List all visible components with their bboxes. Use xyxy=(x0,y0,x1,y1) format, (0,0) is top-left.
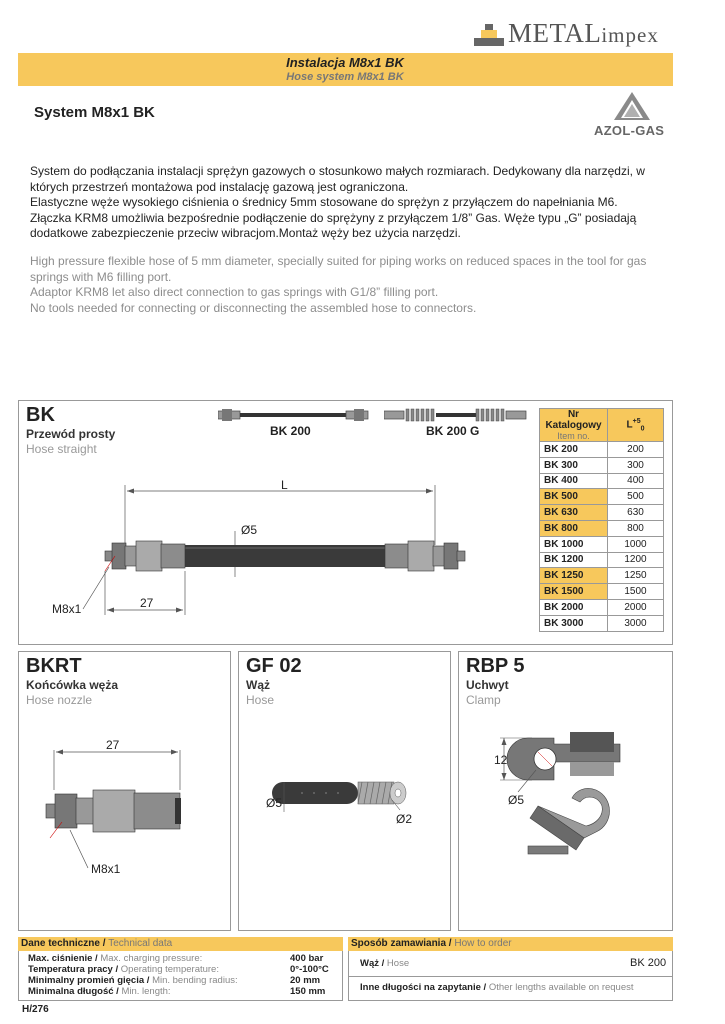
table-row xyxy=(540,599,664,615)
gf02-name-pl: Wąż xyxy=(246,678,270,692)
table-row xyxy=(540,552,664,568)
tech-value-temperature: 0°-100°C xyxy=(290,964,329,975)
bk-hose-drawing xyxy=(45,475,485,625)
page-title: Instalacja M8x1 BK xyxy=(286,55,404,70)
item-cell: BK 200 xyxy=(540,442,608,458)
length-cell: 1200 xyxy=(608,552,664,568)
rbp5-dim-d5: Ø5 xyxy=(508,793,525,807)
description-pl-line: których przestrzeń montażowa pod instalację gazową jest ograniczona. xyxy=(30,179,409,194)
azol-gas-logo-text: AZOL-GAS xyxy=(594,123,665,138)
brand-main: METAL xyxy=(508,18,602,48)
metalimpex-logo-icon xyxy=(474,24,504,46)
item-cell: BK 1000 xyxy=(540,536,608,552)
description-pl xyxy=(30,164,670,242)
how-to-order-header xyxy=(348,937,673,951)
col-item-pl: Nr Katalogowy xyxy=(545,409,602,431)
description-pl-line: dodatkowe zabezpieczenie przeciw wibracjom.Montaż węży bez użycia narzędzi. xyxy=(30,226,461,241)
length-cell: 800 xyxy=(608,520,664,536)
tech-row-bending-radius xyxy=(28,976,238,987)
description-pl-line: Elastyczne węże wysokiego ciśnienia o średnicy 5mm stosowane do sprężyn z przyłączem do napełniania M6. xyxy=(30,195,618,210)
table-row xyxy=(540,457,664,473)
gf02-name-en: Hose xyxy=(246,693,275,707)
order-divider xyxy=(348,976,673,977)
tech-title-pl: Dane techniczne / xyxy=(21,938,106,949)
order-row-hose-value: BK 200 xyxy=(630,957,667,969)
tech-label-pl: Temperatura pracy / xyxy=(28,964,119,975)
length-cell: 400 xyxy=(608,473,664,489)
table-row xyxy=(540,473,664,489)
table-row xyxy=(540,442,664,458)
bkrt-code: BKRT xyxy=(26,655,82,677)
tech-label-pl: Max. ciśnienie / xyxy=(28,953,98,964)
item-cell: BK 2000 xyxy=(540,599,608,615)
rbp5-name-en: Clamp xyxy=(466,693,501,707)
table-row xyxy=(540,489,664,505)
col-length-tol-lower: 0 xyxy=(640,425,645,433)
tech-label-pl: Minimalny promień gięcia / xyxy=(28,975,150,986)
bk-name-pl: Przewód prosty xyxy=(26,427,116,441)
bkrt-name-pl: Końcówka węża xyxy=(26,678,119,692)
tech-value-pressure: 400 bar xyxy=(290,953,324,964)
length-cell: 1500 xyxy=(608,584,664,600)
page-number: H/276 xyxy=(22,1004,49,1015)
tech-title-en: Technical data xyxy=(108,938,173,949)
table-row xyxy=(540,520,664,536)
bk200-label: BK 200 xyxy=(270,424,311,438)
table-row xyxy=(540,584,664,600)
tech-data-header xyxy=(18,937,343,951)
order-row2-en: Other lengths available on request xyxy=(488,982,634,993)
item-cell: BK 300 xyxy=(540,457,608,473)
gf02-dim-d5: Ø5 xyxy=(266,796,283,810)
system-title: System M8x1 BK xyxy=(34,104,155,121)
item-cell: BK 1250 xyxy=(540,568,608,584)
table-row xyxy=(540,615,664,631)
bk200g-label: BK 200 G xyxy=(426,424,480,438)
bk-name-en: Hose straight xyxy=(26,442,97,456)
description-pl-line: System do podłączania instalacji sprężyn gazowych o stosunkowo małych rozmiarach. Dedykowany dla narzędzi, w xyxy=(30,164,645,178)
table-row xyxy=(540,505,664,521)
bk-dim-thread: M8x1 xyxy=(52,602,82,616)
length-cell: 2000 xyxy=(608,599,664,615)
col-length-tol-upper: +5 xyxy=(632,417,641,425)
rbp5-code: RBP 5 xyxy=(466,655,525,677)
col-length-label: L xyxy=(626,419,633,431)
item-cell: BK 630 xyxy=(540,505,608,521)
description-en-line: Adaptor KRM8 let also direct connection to gas springs with G1/8” filling port. xyxy=(30,285,439,300)
item-cell: BK 1200 xyxy=(540,552,608,568)
gf02-dim-d2: Ø2 xyxy=(396,812,413,826)
length-cell: 200 xyxy=(608,442,664,458)
item-cell: BK 3000 xyxy=(540,615,608,631)
description-en xyxy=(30,254,670,316)
item-cell: BK 500 xyxy=(540,489,608,505)
description-pl-line: Złączka KRM8 umożliwia bezpośrednie podłączenie do sprężyny z przyłączem 1/8” Gas. Węże typu „G” posiadają xyxy=(30,210,637,225)
order-row1-pl: Wąż / xyxy=(360,958,385,969)
brand-logo xyxy=(508,18,659,49)
bk-catalog-table xyxy=(539,408,664,632)
col-item-en: Item no. xyxy=(557,431,590,441)
tech-row-temperature xyxy=(28,965,219,976)
length-cell: 500 xyxy=(608,489,664,505)
description-en-line: High pressure flexible hose of 5 mm diameter, specially suited for piping works on reduced spaces in the tool for gas xyxy=(30,254,647,268)
gf02-code: GF 02 xyxy=(246,655,302,677)
order-row-other-lengths xyxy=(360,983,634,994)
tech-value-min-length: 150 mm xyxy=(290,986,326,997)
bkrt-dim-thread: M8x1 xyxy=(91,862,121,876)
col-item-header xyxy=(540,409,608,442)
length-cell: 300 xyxy=(608,457,664,473)
order-row2-pl: Inne długości na zapytanie / xyxy=(360,982,487,993)
description-en-line: springs with M6 filling port. xyxy=(30,269,172,284)
tech-label-en: Min. bending radius: xyxy=(152,975,238,986)
bk-dim-L: L xyxy=(281,478,288,492)
azol-gas-logo-icon xyxy=(612,90,652,122)
bkrt-dim-27: 27 xyxy=(106,738,120,752)
item-cell: BK 800 xyxy=(540,520,608,536)
tech-value-bending-radius: 20 mm xyxy=(290,975,321,986)
bk200-hose-icon xyxy=(218,406,378,424)
tech-row-min-length xyxy=(28,987,171,998)
bk-dim-d5: Ø5 xyxy=(241,523,258,537)
length-cell: 1000 xyxy=(608,536,664,552)
length-cell: 1250 xyxy=(608,568,664,584)
tech-label-en: Min. length: xyxy=(121,986,171,997)
order-row-hose xyxy=(360,959,409,970)
order-title-pl: Sposób zamawiania / xyxy=(351,938,452,949)
table-header-row xyxy=(540,409,664,442)
tech-label-en: Operating temperature: xyxy=(120,964,219,975)
length-cell: 630 xyxy=(608,505,664,521)
tech-label-en: Max. charging pressure: xyxy=(100,953,203,964)
bkrt-name-en: Hose nozzle xyxy=(26,693,93,707)
description-en-line: No tools needed for connecting or disconnecting the assembled hose to connectors. xyxy=(30,300,477,315)
length-cell: 3000 xyxy=(608,615,664,631)
col-length-header xyxy=(608,409,664,442)
bk-code: BK xyxy=(26,404,55,426)
page-subtitle: Hose system M8x1 BK xyxy=(286,71,404,83)
tech-row-pressure xyxy=(28,954,202,965)
bk-dim-27: 27 xyxy=(140,596,154,610)
rbp5-dim-12: 12 xyxy=(494,753,508,767)
table-row xyxy=(540,568,664,584)
bkrt-nozzle-drawing xyxy=(40,740,200,880)
item-cell: BK 400 xyxy=(540,473,608,489)
bk200g-hose-icon xyxy=(384,406,529,424)
order-title-en: How to order xyxy=(454,938,512,949)
table-row xyxy=(540,536,664,552)
rbp5-name-pl: Uchwyt xyxy=(466,678,509,692)
tech-label-pl: Minimalna długość / xyxy=(28,986,119,997)
order-row1-en: Hose xyxy=(386,958,410,969)
item-cell: BK 1500 xyxy=(540,584,608,600)
brand-sub: impex xyxy=(601,23,659,47)
